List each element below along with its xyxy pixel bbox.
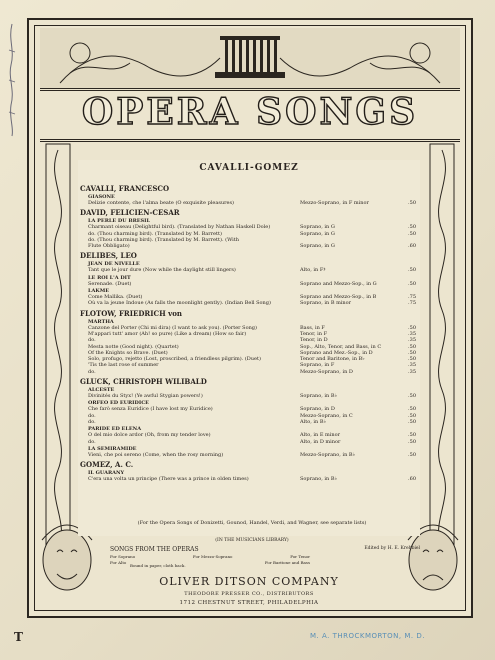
song-listing (80, 182, 416, 483)
song-price: .50 (408, 343, 416, 350)
section-header: CAVALLI-GOMEZ (199, 163, 299, 173)
song-title: do. (88, 418, 96, 425)
composer-heading: CAVALLI, FRANCESCO (80, 184, 170, 193)
song-voice: Sop., Alto, Tenor, and Bass, in C (300, 343, 382, 350)
opera-title: LE ROI L'A DIT (88, 274, 131, 281)
song-voice: Soprano and Mezzo-Sop., in G (300, 280, 377, 287)
library-voices (110, 554, 310, 559)
library-main-title: SONGS FROM THE OPERAS (110, 546, 199, 553)
publisher-name: OLIVER DITSON COMPANY (159, 575, 339, 588)
library-title: (IN THE MUSICIANS LIBRARY) (215, 538, 289, 543)
song-row (88, 452, 416, 458)
opera-title: LA PERLE DU BRESIL (88, 218, 151, 225)
song-voice: Soprano, in B minor (300, 300, 352, 307)
opera-title: ORFEO ED EURIDICE (88, 400, 149, 407)
song-price: .35 (408, 330, 416, 337)
song-row (88, 393, 416, 399)
opera-title: ALCESTE (88, 387, 115, 394)
song-voice: Bass, in F (300, 324, 325, 331)
song-voice: Soprano and Mez.-Sop., in D (300, 349, 373, 356)
song-price: .35 (408, 337, 416, 344)
song-title: Flute Obbligato) (88, 243, 130, 250)
voice-mezzo: For Mezzo-Soprano (192, 554, 233, 559)
song-row (88, 200, 416, 206)
song-title: Serenade. (Duet) (88, 280, 132, 287)
song-price: .50 (408, 406, 416, 413)
song-price: .50 (408, 280, 416, 287)
song-voice: Tenor, in F (300, 330, 328, 337)
song-row (88, 281, 416, 287)
song-voice: Alto, in F♯ (300, 267, 326, 274)
song-title: Che farò senza Euridice (I have lost my Euridice) (88, 406, 213, 413)
page-title: OPERA SONGS (81, 91, 419, 133)
song-price: .50 (408, 356, 416, 363)
song-voice: Mezzo-Soprano, in C (300, 412, 353, 419)
song-voice: Soprano, in G (300, 224, 335, 231)
song-voice: Alto, in E minor (300, 432, 341, 439)
song-price: .50 (408, 230, 416, 237)
voice-soprano: For Soprano (110, 554, 136, 559)
song-price: .75 (408, 300, 416, 307)
publisher-address: 1712 CHESTNUT STREET, PHILADELPHIA (179, 600, 319, 606)
song-title: Solo, profugo, rejetto (Lost, proscribed, a friendless pilgrim). (Duet) (88, 356, 261, 363)
left-column-ornament (40, 140, 76, 560)
composer-heading: DELIBES, LEO (80, 251, 137, 261)
song-voice: Soprano, in F (300, 362, 335, 369)
song-price: .50 (408, 438, 416, 445)
song-price: .35 (408, 362, 416, 369)
handwritten-signature (6, 20, 18, 140)
song-price: .60 (408, 476, 416, 483)
song-row (88, 476, 416, 482)
song-title: Canzone del Porter (Chi mi dira) (I want to ask you). (Porter Song) (88, 324, 257, 331)
song-voice: Tenor, in D (300, 337, 328, 344)
song-voice: Mezzo-Soprano, in F minor (300, 200, 369, 206)
song-voice: Mezzo-Soprano, in B♭ (300, 451, 355, 458)
song-title: 'Tis the last rose of summer (88, 362, 159, 369)
footnote: (For the Opera Songs of Donizetti, Gounod, Handel, Verdi, and Wagner, see separate lists) (137, 520, 367, 526)
top-ornament (40, 28, 460, 88)
opera-title: PARIDE ED ELENA (88, 426, 142, 433)
binding-note: Bound in paper, cloth back. (130, 563, 186, 568)
song-price: .60 (408, 243, 416, 250)
song-price: .50 (408, 412, 416, 419)
opera-title: LA SEMIRAMIDE (88, 445, 137, 452)
song-title: M'appari tutt' amor (Ah! so pure) (Like a dream) (How so fair) (88, 330, 247, 337)
song-title: do. (88, 337, 96, 344)
song-title: do. (88, 412, 96, 419)
opera-title: LAKME (88, 288, 110, 295)
song-voice: Alto, in B♭ (300, 418, 326, 425)
song-title: Of the Knights so Brave. (Duet) (88, 349, 168, 356)
song-price: .50 (408, 224, 416, 231)
corner-letter: T (14, 630, 23, 644)
song-title: Tant que le jour dure (Now while the daylight still lingers) (88, 267, 236, 274)
song-price: .35 (408, 368, 416, 375)
song-voice: Soprano, in G (300, 243, 335, 250)
song-title: do. (88, 368, 96, 375)
song-title: Charmant oiseau (Delightful bird). (Translated by Nathan Haskell Dole) (88, 224, 271, 231)
song-row (88, 419, 416, 425)
song-title: C'era una volta un principe (There was a prince in olden times) (88, 476, 249, 483)
song-voice: Soprano, in G (300, 230, 335, 237)
distributors: THEODORE PRESSER CO., DISTRIBUTORS (184, 591, 314, 597)
opera-title: MARTHA (88, 318, 114, 325)
song-row (88, 369, 416, 375)
song-price: .50 (408, 393, 416, 400)
library-editor: Edited by H. E. Krehbiel (364, 546, 420, 551)
composer-heading: DAVID, FELICIEN-CESAR (80, 208, 180, 218)
song-title: do. (Thou charming bird). (Translated by M. Barrett) (88, 230, 222, 237)
song-voice: Soprano, in B♭ (300, 393, 337, 400)
song-title: Delizie contente, che l'alma beate (O exquisite pleasures) (88, 200, 234, 206)
song-price: .50 (408, 349, 416, 356)
song-title: Mesta notte (Good night). (Quartet) (88, 343, 179, 350)
song-row (88, 439, 416, 445)
song-title: Divinités du Styx! (Ye awful Stygian powers!) (88, 393, 203, 400)
composer-heading: GLUCK, CHRISTOPH WILIBALD (80, 377, 207, 387)
song-title: Vieni, che poi sereno (Come, when the rosy morning) (88, 451, 224, 458)
voice-alto: For Alto (110, 560, 127, 565)
song-price: .50 (408, 267, 416, 274)
song-row (88, 243, 416, 249)
voice-baritone-bass: For Baritone and Bass (264, 560, 310, 565)
song-price: .50 (408, 432, 416, 439)
opera-title: JEAN DE NIVELLE (88, 261, 140, 268)
composer-heading: FLOTOW, FRIEDRICH von (80, 308, 182, 318)
composer-heading: GOMEZ, A. C. (80, 460, 134, 470)
song-voice: Soprano and Mezzo-Sop., in B (300, 294, 377, 301)
song-title: Come Mallika. (Duet) (88, 294, 143, 301)
song-voice: Soprano, in D (300, 406, 335, 413)
song-price: .75 (408, 294, 416, 301)
song-row (88, 267, 416, 273)
song-voice: Alto, in D minor (300, 438, 341, 445)
opera-title: IL GUARANY (88, 470, 125, 477)
song-row (88, 300, 416, 306)
song-price: .50 (408, 200, 416, 206)
song-title: O del mio dolce ardor (Oh, from my tender love) (88, 432, 211, 439)
song-price: .50 (408, 324, 416, 331)
song-title: do. (Thou charming bird). (Translated by M. Barrett). (With (88, 236, 239, 243)
song-voice: Tenor and Baritone, in B♭ (300, 356, 365, 363)
opera-title: GIASONE (88, 194, 115, 200)
song-price: .50 (408, 451, 416, 458)
voice-tenor: For Tenor (290, 554, 310, 559)
song-voice: Soprano, in B♭ (300, 476, 337, 483)
song-voice: Mezzo-Soprano, in D (300, 368, 353, 375)
owner-stamp: M. A. THROCKMORTON, M. D. (310, 632, 425, 640)
right-column-ornament (424, 140, 460, 560)
song-title: do. (88, 438, 96, 445)
song-title: Où va la jeune Indoue (As falls the moonlight gently). (Indian Bell Song) (88, 300, 271, 307)
song-price: .50 (408, 418, 416, 425)
